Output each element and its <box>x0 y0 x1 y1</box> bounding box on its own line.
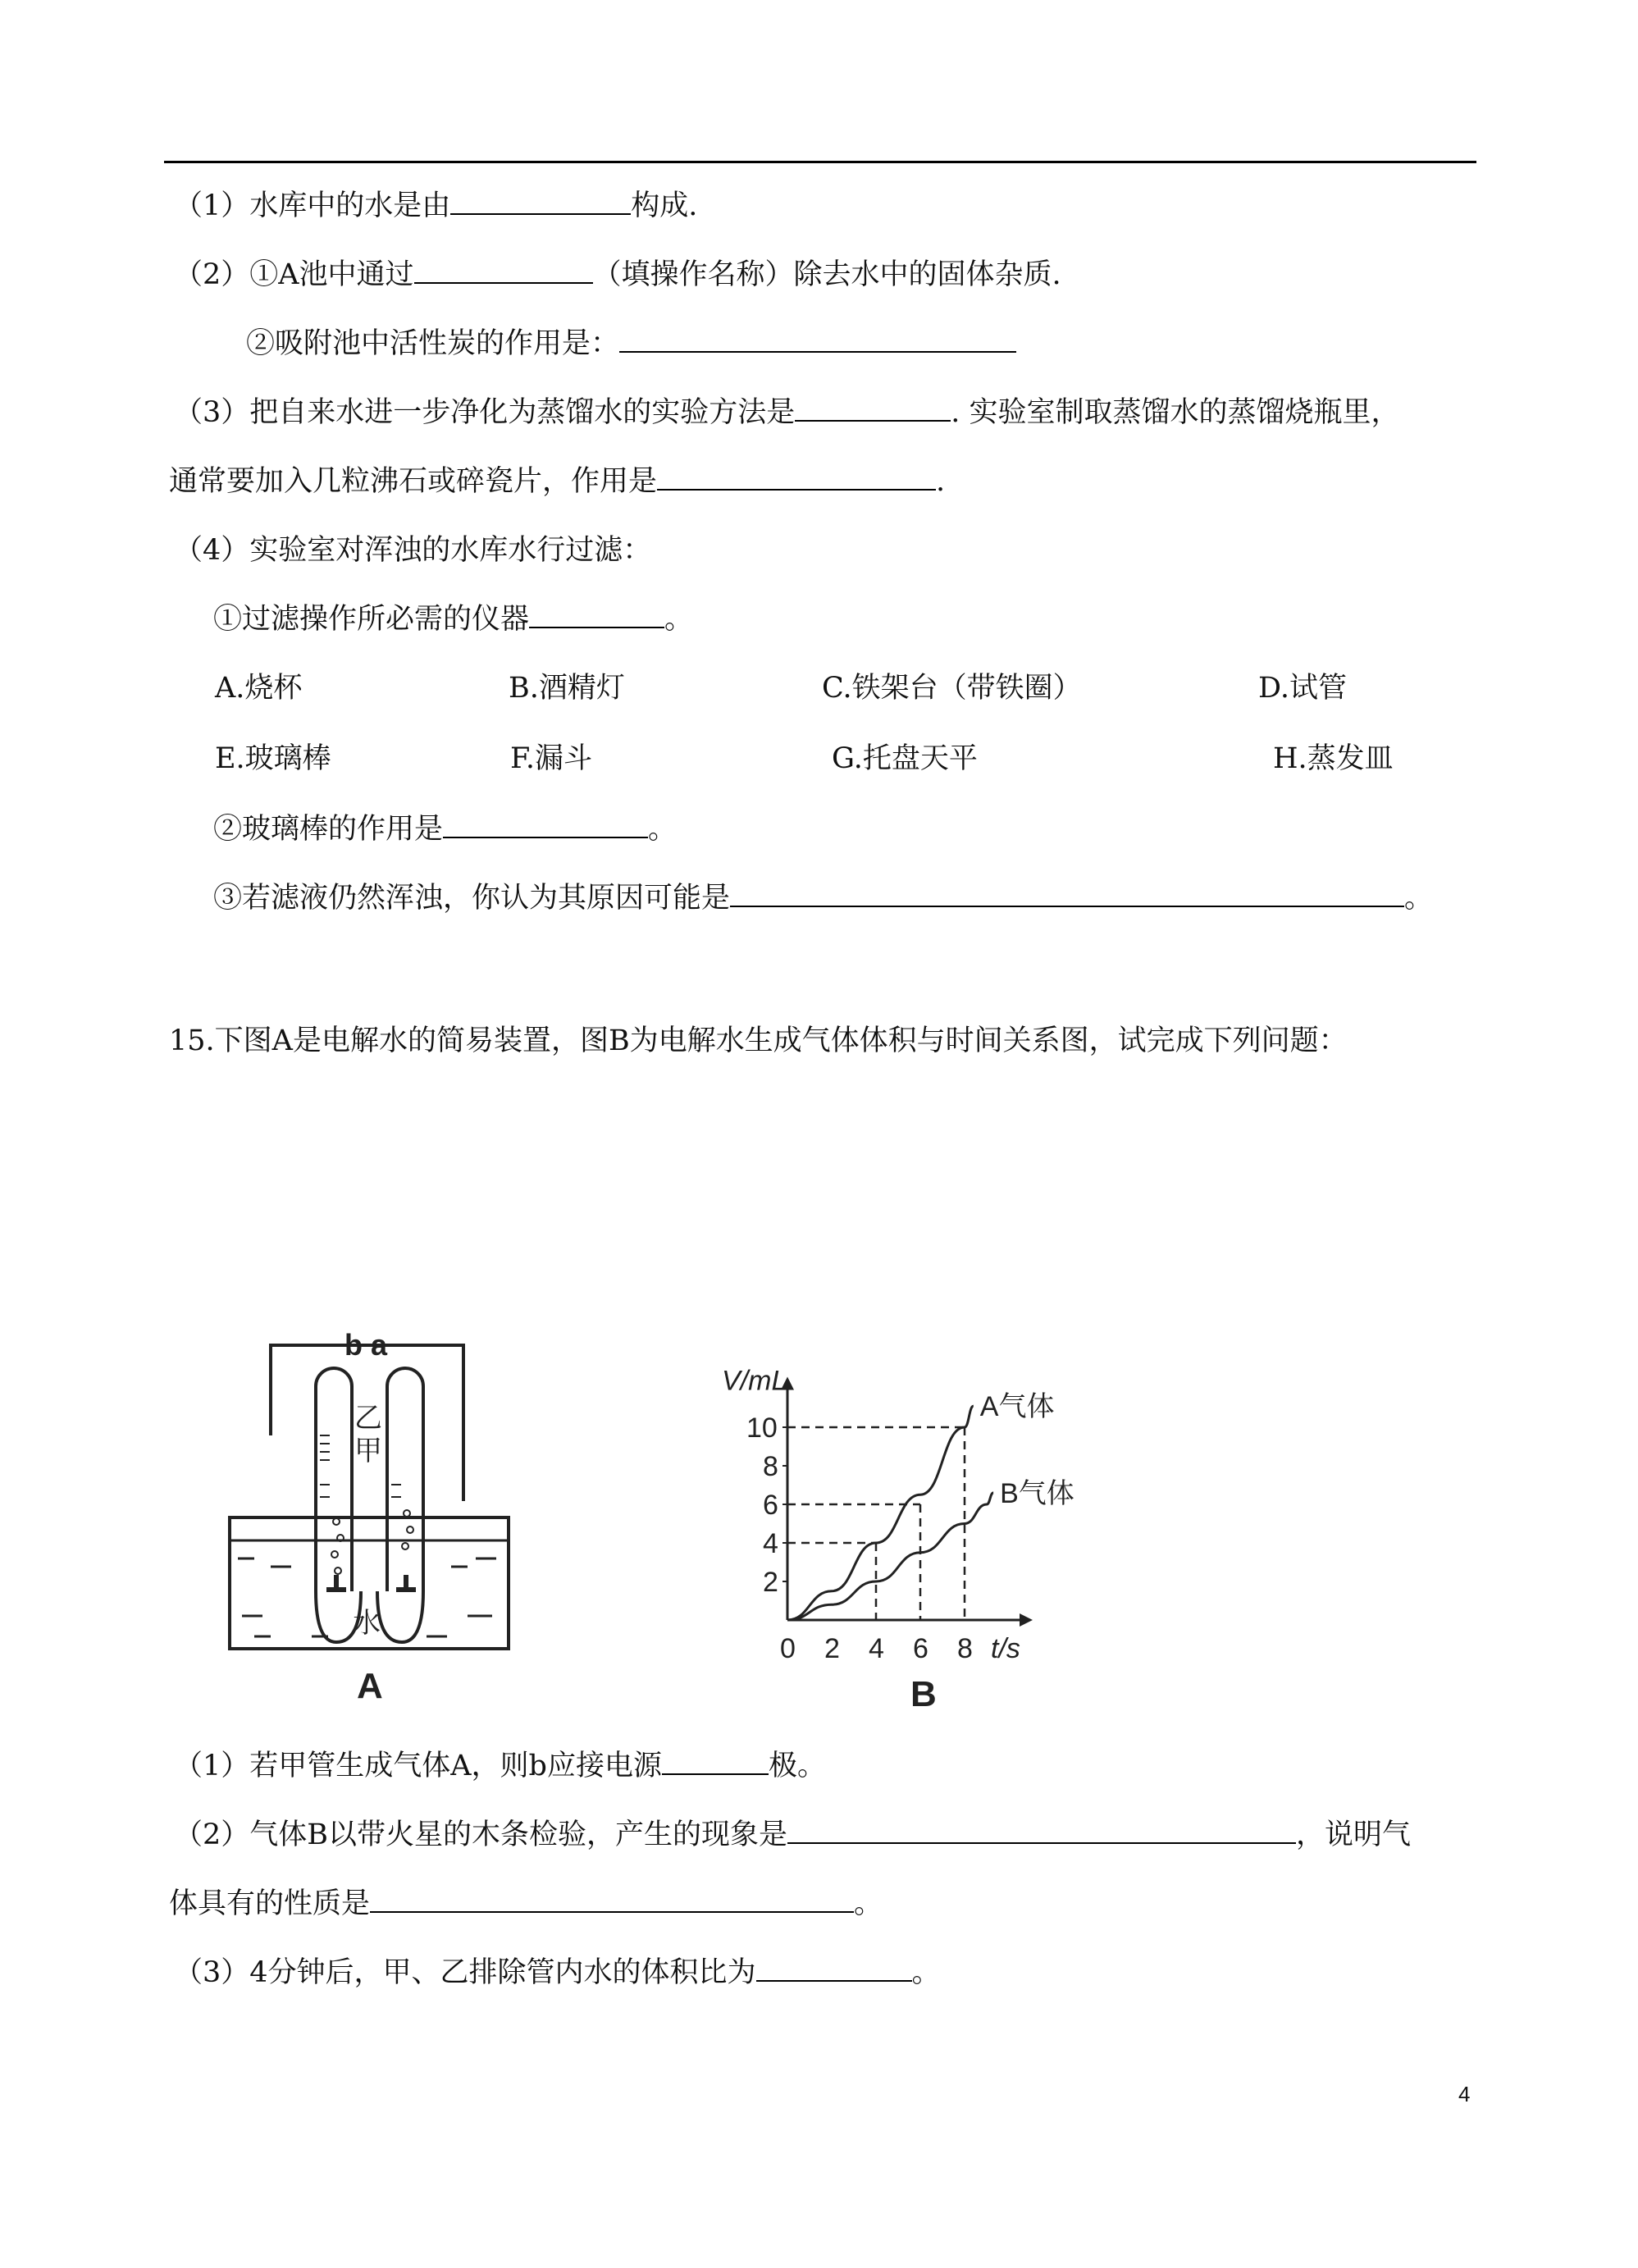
y-tick-label: 8 <box>763 1451 778 1482</box>
q15-sub2b <box>169 1885 883 1923</box>
q14-part4b-text: ②玻璃棒的作用是 <box>213 813 444 846</box>
q14-part1 <box>174 187 697 225</box>
x-tick-label: 8 <box>957 1633 973 1664</box>
option-f: F.漏斗 <box>510 742 592 775</box>
q14-part1-text: （1）水库中的水是由 <box>174 189 451 222</box>
q14-part3b-text: 通常要加入几粒沸石或碎瓷片，作用是 <box>169 465 658 498</box>
label-jia: 甲 <box>354 1435 382 1467</box>
answer-blank[interactable] <box>414 258 593 284</box>
q14-part4c-text: ③若滤液仍然浑浊，你认为其原因可能是 <box>213 882 731 915</box>
series-label: A气体 <box>979 1391 1055 1423</box>
q15-sub3-tail: 。 <box>911 1956 941 1989</box>
option-g: G.托盘天平 <box>832 742 978 775</box>
answer-blank[interactable] <box>529 602 664 628</box>
y-tick-label: 2 <box>763 1567 778 1598</box>
header-rule <box>164 161 1476 163</box>
x-tick-label: 4 <box>869 1633 884 1664</box>
q15-sub2 <box>174 1816 1411 1854</box>
y-tick-label: 6 <box>763 1490 778 1521</box>
series-a-gas-line <box>787 1406 974 1620</box>
option-b: B.酒精灯 <box>509 672 625 705</box>
q15-sub1-text: （1）若甲管生成气体A，则b应接电源 <box>174 1750 662 1782</box>
caption-a: A <box>357 1666 383 1706</box>
answer-blank[interactable] <box>662 1749 769 1775</box>
answer-blank[interactable] <box>756 1955 912 1982</box>
q15-sub3-text: （3）4分钟后，甲、乙排除管内水的体积比为 <box>174 1956 756 1989</box>
q14-part3b-tail: . <box>936 465 946 498</box>
q14-part4c <box>213 879 1433 917</box>
q15-sub1-tail: 极。 <box>768 1750 826 1782</box>
q15-sub1 <box>174 1747 826 1785</box>
caption-b: B <box>910 1674 937 1706</box>
answer-blank[interactable] <box>730 881 1404 907</box>
y-tick-label: 4 <box>763 1528 778 1559</box>
q14-part4c-tail: 。 <box>1404 882 1434 915</box>
answer-blank[interactable] <box>795 395 951 422</box>
answer-blank[interactable] <box>370 1887 854 1913</box>
q15-sub2-tail: ，说明气 <box>1296 1819 1412 1851</box>
q15-sub2b-tail: 。 <box>854 1887 883 1920</box>
q14-part4-text: （4）实验室对浑浊的水库水行过滤： <box>174 534 652 567</box>
series-b-gas-line <box>787 1493 993 1620</box>
answer-blank[interactable] <box>450 189 631 215</box>
q14-part4a <box>213 600 693 638</box>
gas-bubbles <box>331 1510 413 1574</box>
q14-part4a-text: ①过滤操作所必需的仪器 <box>213 603 530 636</box>
q15-sub3 <box>174 1954 941 1992</box>
q14-part1-tail: 构成. <box>631 189 698 222</box>
x-tick-label: 0 <box>780 1633 796 1664</box>
figure-b-chart <box>681 1312 1107 1706</box>
q14-part4a-tail: 。 <box>664 603 694 636</box>
answer-blank[interactable] <box>657 464 936 491</box>
q14-part2-tail: （填操作名称）除去水中的固体杂质. <box>592 258 1061 291</box>
option-h: H.蒸发皿 <box>1273 742 1394 775</box>
label-water: 水 <box>353 1608 381 1639</box>
electrode-labels: b a <box>344 1328 388 1362</box>
label-yi: 乙 <box>354 1403 382 1434</box>
answer-blank[interactable] <box>619 326 1016 353</box>
tube-jia <box>387 1368 423 1591</box>
q15-stem: 15.下图A是电解水的简易装置，图B为电解水生成气体体积与时间关系图，试完成下列问题： <box>169 1024 1348 1057</box>
option-a: A.烧杯 <box>215 672 303 705</box>
q14-part3 <box>174 394 1400 431</box>
y-tick-label: 10 <box>746 1412 778 1444</box>
x-axis-arrow <box>1020 1613 1033 1627</box>
q14-part2b <box>246 325 1016 363</box>
option-e: E.玻璃棒 <box>215 742 331 775</box>
page-number: 4 <box>1458 2082 1471 2106</box>
x-axis-label: t/s <box>991 1633 1020 1664</box>
x-tick-label: 6 <box>913 1633 929 1664</box>
series-label: B气体 <box>1000 1477 1075 1509</box>
q14-part4 <box>174 532 651 569</box>
q14-part4b <box>213 810 677 848</box>
option-d: D.试管 <box>1258 672 1347 705</box>
q14-part3b <box>169 463 945 500</box>
q14-part4b-tail: 。 <box>648 813 678 846</box>
q15-sub2-text: （2）气体B以带火星的木条检验，产生的现象是 <box>174 1819 787 1851</box>
q15-sub2b-text: 体具有的性质是 <box>169 1887 371 1920</box>
x-tick-label: 2 <box>824 1633 840 1664</box>
q14-part3-text: （3）把自来水进一步净化为蒸馏水的实验方法是 <box>174 396 796 429</box>
option-c: C.铁架台（带铁圈） <box>822 672 1082 705</box>
q14-part2b-text: ②吸附池中活性炭的作用是： <box>246 327 620 360</box>
q14-part2 <box>174 256 1061 294</box>
answer-blank[interactable] <box>787 1818 1296 1844</box>
answer-blank[interactable] <box>443 812 648 838</box>
y-axis-label: V/mL <box>722 1365 787 1397</box>
q14-part2-text: （2）①A池中通过 <box>174 258 414 291</box>
figure-a-apparatus <box>221 1321 517 1706</box>
q14-part3-tail: . 实验室制取蒸馏水的蒸馏烧瓶里， <box>951 396 1400 429</box>
